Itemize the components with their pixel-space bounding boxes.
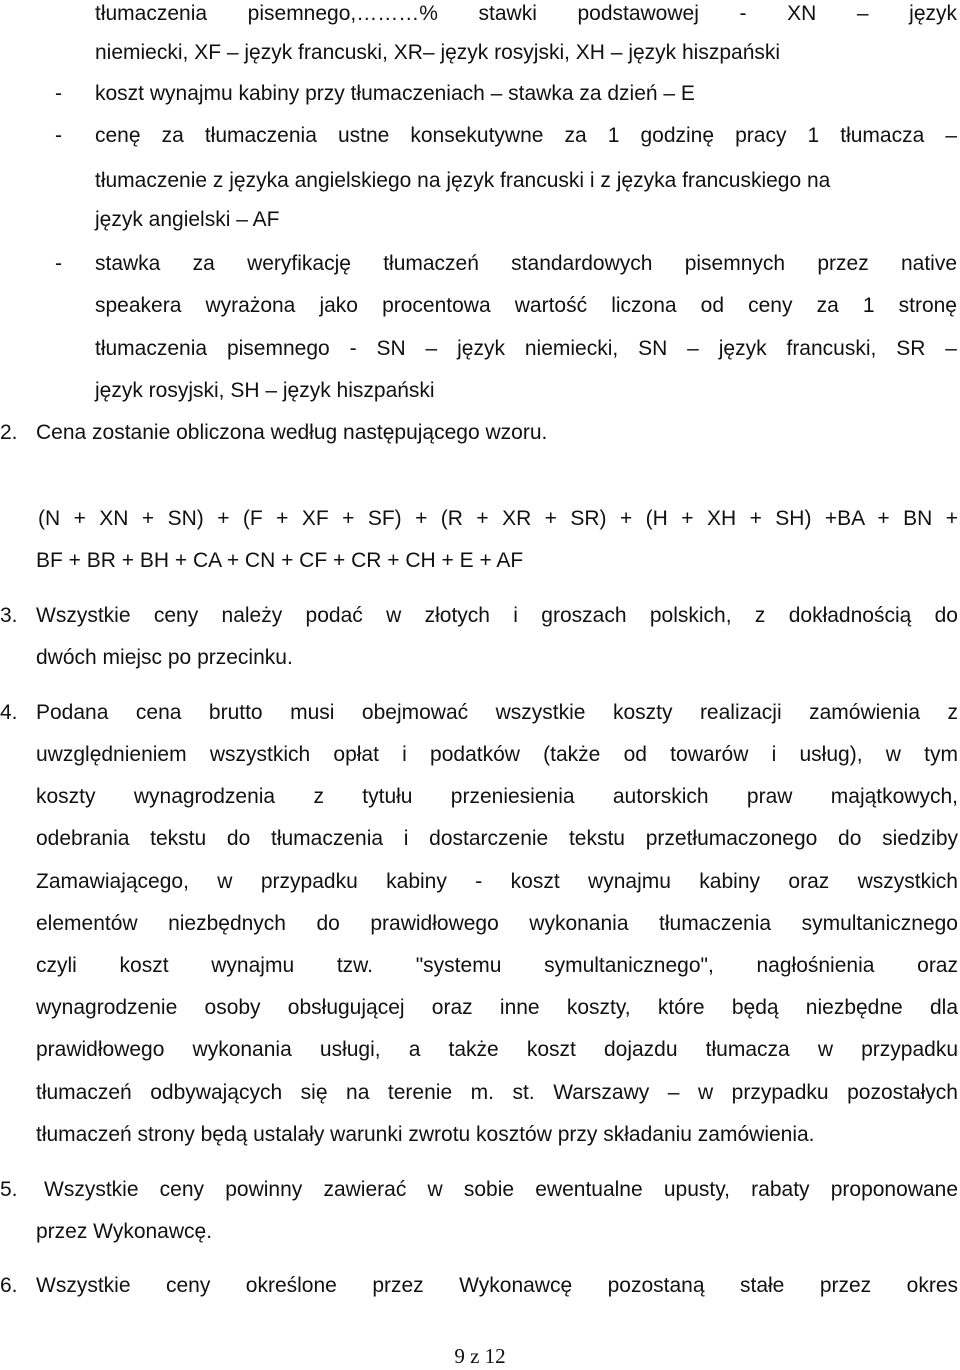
item-line: Podana cena brutto musi obejmować wszystkie koszty realizacji zamówienia z — [36, 701, 958, 724]
item-line: odebrania tekstu do tłumaczenia i dostarczenie tekstu przetłumaczonego do siedziby — [36, 827, 958, 850]
bullet-line: tłumaczenie z języka angielskiego na język francuski i z języka francuskiego na — [95, 169, 831, 192]
bullet-line: speakera wyrażona jako procentowa wartość liczona od ceny za 1 stronę — [95, 294, 957, 317]
bullet-marker: - — [55, 124, 62, 147]
item-line: wynagrodzenie osoby obsługującej oraz inne koszty, które będą niezbędne dla — [36, 996, 958, 1019]
item-line: Cena zostanie obliczona według następującego wzoru. — [36, 421, 548, 444]
formula-line: (N + XN + SN) + (F + XF + SF) + (R + XR + SR) + (H + XH + SH) +BA + BN + — [38, 507, 958, 530]
item-line: tłumaczeń odbywających się na terenie m. st. Warszawy – w przypadku pozostałych — [36, 1081, 958, 1104]
page-number: 9 z 12 — [454, 1344, 506, 1368]
item-number: 2. — [0, 421, 18, 444]
item-number: 6. — [0, 1274, 18, 1297]
item-number: 3. — [0, 604, 18, 627]
item-line: tłumaczeń strony będą ustalały warunki zwrotu kosztów przy składaniu zamówienia. — [36, 1123, 815, 1146]
bullet-line: cenę za tłumaczenia ustne konsekutywne za 1 godzinę pracy 1 tłumacza – — [95, 124, 957, 147]
bullet-line: język angielski – AF — [95, 208, 280, 231]
paragraph-line: tłumaczenia pisemnego,………% stawki podstawowej - XN – język — [95, 2, 957, 25]
bullet-line: stawka za weryfikację tłumaczeń standardowych pisemnych przez native — [95, 252, 957, 275]
item-line: uwzględnieniem wszystkich opłat i podatków (także od towarów i usług), w tym — [36, 743, 958, 766]
item-line: Wszystkie ceny należy podać w złotych i groszach polskich, z dokładnością do — [36, 604, 958, 627]
item-line: koszty wynagrodzenia z tytułu przeniesienia autorskich praw majątkowych, — [36, 785, 958, 808]
bullet-marker: - — [55, 252, 62, 275]
item-line: Wszystkie ceny określone przez Wykonawcę pozostaną stałe przez okres — [36, 1274, 958, 1297]
item-number: 5. — [0, 1178, 18, 1201]
item-line: przez Wykonawcę. — [36, 1220, 213, 1243]
bullet-marker: - — [55, 82, 62, 105]
item-line: Zamawiającego, w przypadku kabiny - koszt wynajmu kabiny oraz wszystkich — [36, 870, 958, 893]
bullet-line: język rosyjski, SH – język hiszpański — [95, 379, 435, 402]
bullet-line: koszt wynajmu kabiny przy tłumaczeniach – stawka za dzień – E — [95, 82, 695, 105]
item-number: 4. — [0, 701, 18, 724]
item-line: dwóch miejsc po przecinku. — [36, 646, 293, 669]
item-line: prawidłowego wykonania usługi, a także koszt dojazdu tłumacza w przypadku — [36, 1038, 958, 1061]
formula-line: BF + BR + BH + CA + CN + CF + CR + CH + E + AF — [36, 549, 524, 572]
item-line: Wszystkie ceny powinny zawierać w sobie ewentualne upusty, rabaty proponowane — [44, 1178, 958, 1201]
bullet-line: tłumaczenia pisemnego - SN – język niemiecki, SN – język francuski, SR – — [95, 337, 957, 360]
item-line: czyli koszt wynajmu tzw. "systemu symultanicznego", nagłośnienia oraz — [36, 954, 958, 977]
item-line: elementów niezbędnych do prawidłowego wykonania tłumaczenia symultanicznego — [36, 912, 958, 935]
paragraph-line: niemiecki, XF – język francuski, XR– język rosyjski, XH – język hiszpański — [95, 41, 781, 64]
